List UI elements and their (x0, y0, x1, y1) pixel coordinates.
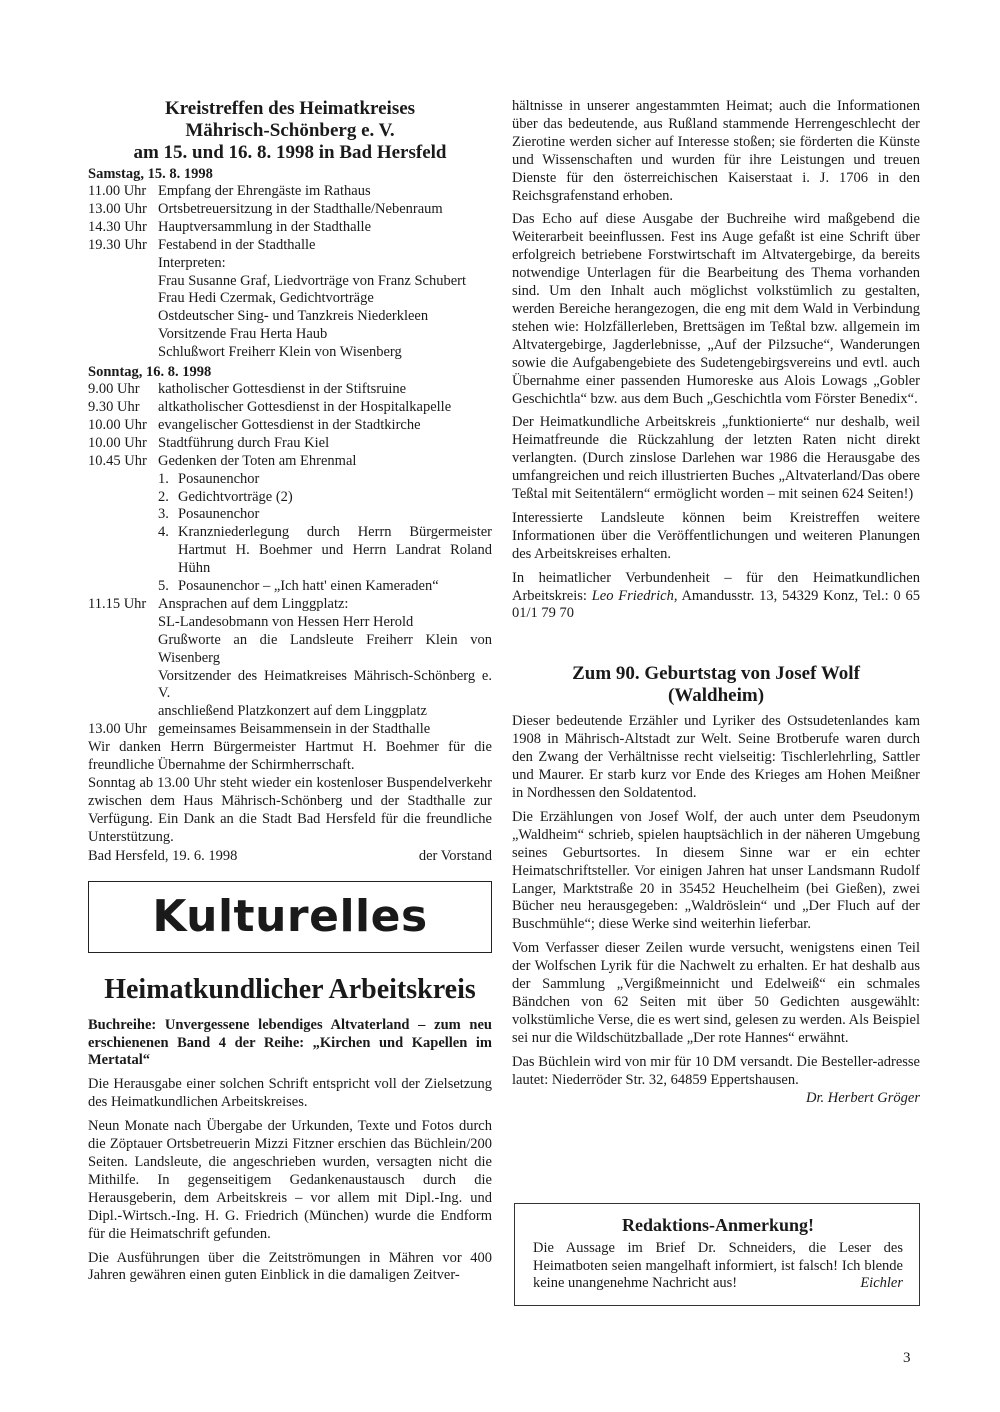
meeting-title: Kreistreffen des Heimatkreises Mährisch-Schönberg e. V. am 15. und 16. 8. 1998 in Bad Hersfeld (133, 98, 447, 163)
day2-heading: Sonntag, 16. 8. 1998 (88, 364, 212, 381)
bus-text: Sonntag ab 13.00 Uhr steht wieder ein kostenloser Buspendelverkehr zwischen dem Haus Mährisch-Schönberg und der Stadthalle zur Verfügung. Ein Dank an die Stadt Bad Hersfeld für die freundliche Unterstützung. (88, 775, 492, 845)
program-item: 1. Posaunenchor (158, 470, 260, 487)
arbeitskreis-p3: Die Ausführungen über die Zeitströmungen in Mähren vor 400 Jahren gewähren einen guten Einblick in die damaligen Zeitver- (88, 1249, 492, 1284)
day1-heading: Samstag, 15. 8. 1998 (88, 166, 213, 182)
schedule-row: 13.00 Uhr gemeinsames Beisammensein in der Stadthalle (88, 721, 431, 738)
arbeitskreis-p6: Interessierte Landsleute können beim Kreistreffen weitere Informationen über die Veröffentlichungen und weiteren Planungen des Arbeitskreises erhalten. (512, 509, 920, 562)
interpreter-line: Frau Susanne Graf, Liedvorträge von Franz Schubert (158, 272, 467, 289)
meeting-signature: Bad Hersfeld, 19. 6. 1998 der Vorstand (88, 847, 492, 864)
arbeitskreis-p3-continued: hältnisse in unserer angestammten Heimat; auch die Informationen über das bedeutende, aus Rußland stammende Herrengeschlecht der Zierotine werden sicher auf Interesse stoßen; sie förderten die Künste und Wissenschaften und wurden für ihre Leistungen und treuen Dienste für den österreichischen Kaiserstaat i. J. 1706 in den Reichsgrafenstand erhoben. (512, 98, 920, 204)
program-item: 2. Gedichtvorträge (2) (158, 488, 293, 505)
arbeitskreis-p2: Neun Monate nach Übergabe der Urkunden, Texte und Fotos durch die Zöptauer Ortsbetreuerin Mizzi Fitzner erschien das Büchlein/200 Seiten. Landsleute, die angeschrieben wurden, versagten nicht die Mithilfe. In gegenseitigem Gedankenaustausch durch die Herausgeberin, dem Arbeitskreis – vor allem mit Dipl.-Ing. und Dipl.-Wirtsch.-Ing. H. G. Friedrich (München) wurde die Endform für die Heimatschrift gefunden. (88, 1118, 492, 1242)
arbeitskreis-p7: In heimatlicher Verbundenheit – für den Heimatkundlichen Arbeitskreis: Leo Friedrich, Amandusstr. 13, 54329 Konz, Tel.: 0 65 01/1 79 70 (512, 569, 920, 622)
left-column (88, 98, 492, 1291)
editorial-note-title: Redaktions-Anmerkung! (621, 1215, 815, 1235)
interpreter-line: Ostdeutscher Sing- und Tanzkreis Niederkleen (158, 308, 429, 325)
kulturelles-banner: Kulturelles (88, 881, 492, 953)
schedule-row: 10.00 Uhr evangelischer Gottesdienst in der Stadtkirche (88, 416, 421, 433)
arbeitskreis-p4: Das Echo auf diese Ausgabe der Buchreihe wird maßgebend die Weiterarbeit beeinflussen. Fest ins Auge gefaßt ist eine Schrift über erfolgreich betriebene Forstwirtschaft im Altvatergebirge, da bereits notwendige Unterlagen für die Bearbeitung des Thema vorhanden sind. Um den Inhalt auch möglichst volkstümlich zu gestalten, werden Bereiche herangezogen, die eng mit dem Wald in Verbindung stehen wie: Holzfällerleben, Brettsägen im Teßtal bzw. allgemein im Altvatergebirge, Jagderlebnisse, „Auf der Pilzsuche“, Wanderungen sowie die Aufgabengebiete des Sudetengebirgsvereins und evtl. auch Übernahme einer passenden Humoreske aus Alois Lowags „Gobler Geschichtla“ bzw. aus dem Buch „Geschichtla vom Förster Benedix“. (512, 211, 920, 407)
speech-line: SL-Landesobmann von Hessen Herr Herold (158, 613, 414, 630)
wolf-p2: Die Erzählungen von Josef Wolf, der auch unter dem Pseudonym „Waldheim“ schrieb, spielen hauptsächlich in der näheren Umgebung seines Geburtsortes. In diesem Sinne war er ein echter Heimatschriftsteller. Vor einigen Jahren hat unser Landsmann Rudolf Langer, Marktstraße 20 in 35452 Heuchelheim (bei Gießen), zwei Bücher neu herausgegeben: „Waldröslein“ und „Der Fluch auf der Buschmühle“; diese Werke sind weiterhin lieferbar. (512, 808, 920, 933)
schedule-row: 14.30 Uhr Hauptversammlung in der Stadthalle (88, 218, 372, 235)
speech-line: Grußworte an die Landsleute Freiherr Klein von Wisenberg (158, 631, 492, 666)
program-item: 5. Posaunenchor – „Ich hatt' einen Kameraden“ (158, 578, 439, 595)
schedule-row: 10.00 Uhr Stadtführung durch Frau Kiel (88, 434, 330, 451)
program-item: 3. Posaunenchor (158, 506, 260, 523)
speech-line: Vorsitzender des Heimatkreises Mährisch-Schönberg e. V. (158, 667, 492, 702)
page-number: 3 (903, 1350, 911, 1366)
schedule-row: 9.00 Uhr katholischer Gottesdienst in der Stiftsruine (88, 381, 407, 398)
interpreter-line: Interpreten: (158, 254, 226, 271)
speech-line: anschließend Platzkonzert auf dem Linggplatz (158, 703, 427, 720)
interpreter-line: Frau Hedi Czermak, Gedichtvorträge (158, 290, 374, 307)
wolf-p3: Vom Verfasser dieser Zeilen wurde versucht, wenigstens einen Teil der Wolfschen Lyrik für die Nachwelt zu erhalten. Er hat deshalb aus der Sammlung „Vergißmeinnicht und Edelweiß“ ein schmales Bändchen von 62 Seiten mit über 50 Gedichten ausgewählt: volkstümliche Verse, die es wert sind, gelesen zu werden. Als Beispiel sei nur die Wildschützballade „Der rote Hannes“ erwähnt. (512, 940, 920, 1046)
right-column (512, 98, 920, 1107)
schedule-row: 19.30 Uhr Festabend in der Stadthalle (88, 236, 316, 253)
arbeitskreis-title: Heimatkundlicher Arbeitskreis (104, 973, 476, 1005)
schedule-row: 10.45 Uhr Gedenken der Toten am Ehrenmal (88, 452, 357, 469)
editorial-note-box (514, 1203, 920, 1306)
thanks-text: Wir danken Herrn Bürgermeister Hartmut H. Boehmer für die freundliche Übernahme der Schirmherrschaft. (88, 739, 492, 774)
schedule-row: 11.15 Uhr Ansprachen auf dem Linggplatz: (88, 595, 349, 612)
schedule-row: 13.00 Uhr Ortsbetreuersitzung in der Stadthalle/Nebenraum (88, 200, 443, 217)
schedule-row: 9.30 Uhr altkatholischer Gottesdienst in der Hospitalkapelle (88, 398, 452, 415)
interpreter-line: Vorsitzende Frau Herta Haub (158, 326, 328, 343)
arbeitskreis-p5: Der Heimatkundliche Arbeitskreis „funktionierte“ nur deshalb, weil Heimatfreunde die Rückzahlung der letzten Raten nicht direkt verlangten. (Durch zinslose Darlehen war 1986 die Herausgabe des umfangreichen und reich illustrierten Buches „Altvaterland/Das obere Teßtal mit Seitentälern“ ermöglicht worden – mit seinen 624 Seiten!) (512, 414, 920, 503)
arbeitskreis-lead: Buchreihe: Unvergessene lebendiges Altvaterland – zum neu erschienenen Band 4 der Reihe: „Kirchen und Kapellen im Mertatal“ (88, 1016, 492, 1069)
arbeitskreis-p1: Die Herausgabe einer solchen Schrift entspricht voll der Zielsetzung des Heimatkundlichen Arbeitskreises. (88, 1076, 492, 1111)
schedule-row: 11.00 Uhr Empfang der Ehrengäste im Rathaus (88, 183, 371, 199)
wolf-title: Zum 90. Geburtstag von Josef Wolf (Waldheim) (572, 663, 860, 707)
program-item: 4. Kranzniederlegung durch Herrn Bürgermeister Hartmut H. Boehmer und Herrn Landrat Roland Hühn (158, 524, 492, 577)
wolf-author: Dr. Herbert Gröger (806, 1089, 920, 1106)
editorial-note-text: Die Aussage im Brief Dr. Schneiders, die Leser des Heimatboten seien mangelhaft informiert, ist falsch! Ich blende keine unangenehme Nachricht aus! Eichler (533, 1240, 903, 1291)
wolf-p1: Dieser bedeutende Erzähler und Lyriker des Ostsudetenlandes kam 1908 in Mährisch-Altstadt zur Welt. Seine Brotberufe waren durch den Zwang der Verhältnisse recht vielseitig: Tischlerlehrling, Sattler und Maurer. Er starb kurz vor Ende des Krieges am Hohen Meißner in Nordhessen den Soldatentod. (512, 713, 920, 801)
wolf-p4: Das Büchlein wird von mir für 10 DM versandt. Die Besteller-adresse lautet: Niederröder Str. 32, 64859 Eppertshausen. (512, 1053, 920, 1088)
editorial-note-author: Eichler (860, 1275, 903, 1291)
interpreter-line: Schlußwort Freiherr Klein von Wisenberg (158, 344, 402, 361)
